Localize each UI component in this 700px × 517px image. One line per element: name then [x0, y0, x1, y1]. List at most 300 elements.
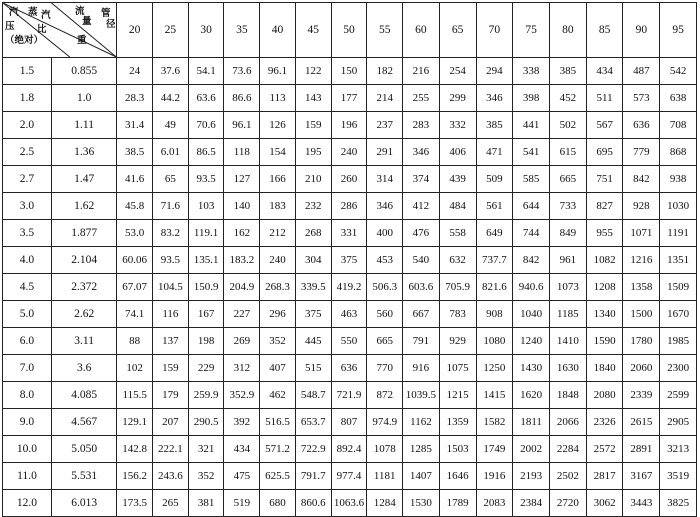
- flow-value-cell: 31.4: [117, 112, 153, 139]
- flow-value-cell: 770: [367, 355, 403, 382]
- flow-value-cell: 506.3: [367, 274, 403, 301]
- flow-value-cell: 653.7: [295, 409, 331, 436]
- specific-gravity-cell: 1.47: [51, 166, 116, 193]
- specific-gravity-cell: 0.855: [51, 58, 116, 85]
- flow-value-cell: 166: [260, 166, 296, 193]
- flow-value-cell: 1530: [403, 490, 440, 517]
- flow-value-cell: 744: [513, 220, 550, 247]
- flow-value-cell: 2615: [623, 409, 660, 436]
- flow-value-cell: 385: [549, 58, 586, 85]
- column-header: 75: [513, 3, 550, 58]
- table-row: [3, 85, 697, 112]
- flow-value-cell: 299: [439, 85, 476, 112]
- flow-value-cell: 2817: [586, 463, 623, 490]
- flow-value-cell: 143: [295, 85, 331, 112]
- flow-value-cell: 243.6: [153, 463, 189, 490]
- flow-value-cell: 519: [224, 490, 260, 517]
- flow-value-cell: 392: [224, 409, 260, 436]
- flow-value-cell: 938: [660, 166, 697, 193]
- flow-value-cell: 1191: [660, 220, 697, 247]
- flow-value-cell: 398: [513, 85, 550, 112]
- flow-value-cell: 65: [153, 166, 189, 193]
- flow-value-cell: 1358: [623, 274, 660, 301]
- specific-gravity-cell: 3.11: [51, 328, 116, 355]
- flow-value-cell: 332: [439, 112, 476, 139]
- flow-value-cell: 540: [403, 247, 440, 274]
- flow-value-cell: 260: [331, 166, 367, 193]
- flow-value-cell: 1410: [549, 328, 586, 355]
- flow-value-cell: 339.5: [295, 274, 331, 301]
- flow-value-cell: 695: [586, 139, 623, 166]
- flow-value-cell: 1811: [513, 409, 550, 436]
- flow-value-cell: 1040: [513, 301, 550, 328]
- flow-value-cell: 1916: [476, 463, 513, 490]
- flow-value-cell: 1075: [439, 355, 476, 382]
- flow-value-cell: 929: [439, 328, 476, 355]
- flow-value-cell: 516.5: [260, 409, 296, 436]
- flow-value-cell: 3519: [660, 463, 697, 490]
- specific-gravity-cell: 1.877: [51, 220, 116, 247]
- flow-value-cell: 1080: [476, 328, 513, 355]
- table-row: [3, 274, 697, 301]
- flow-value-cell: 49: [153, 112, 189, 139]
- flow-value-cell: 60.06: [117, 247, 153, 274]
- flow-value-cell: 2599: [660, 382, 697, 409]
- flow-value-cell: 665: [549, 166, 586, 193]
- flow-value-cell: 1185: [549, 301, 586, 328]
- flow-value-cell: 721.9: [331, 382, 367, 409]
- flow-value-cell: 916: [403, 355, 440, 382]
- flow-value-cell: 1503: [439, 436, 476, 463]
- flow-value-cell: 515: [295, 355, 331, 382]
- flow-value-cell: 113: [260, 85, 296, 112]
- pressure-cell: 2.0: [3, 112, 52, 139]
- flow-value-cell: 722.9: [295, 436, 331, 463]
- flow-value-cell: 2066: [549, 409, 586, 436]
- flow-value-cell: 352.9: [224, 382, 260, 409]
- flow-value-cell: 463: [331, 301, 367, 328]
- flow-value-cell: 615: [549, 139, 586, 166]
- flow-value-cell: 412: [403, 193, 440, 220]
- flow-value-cell: 419.2: [331, 274, 367, 301]
- flow-value-cell: 1162: [403, 409, 440, 436]
- flow-value-cell: 977.4: [331, 463, 367, 490]
- flow-value-cell: 400: [367, 220, 403, 247]
- column-header: 20: [117, 3, 153, 58]
- table-body: [3, 58, 697, 517]
- flow-value-cell: 3825: [660, 490, 697, 517]
- flow-value-cell: 827: [586, 193, 623, 220]
- flow-value-cell: 649: [476, 220, 513, 247]
- flow-value-cell: 560: [367, 301, 403, 328]
- flow-value-cell: 129.1: [117, 409, 153, 436]
- flow-value-cell: 2080: [586, 382, 623, 409]
- flow-value-cell: 791: [403, 328, 440, 355]
- flow-value-cell: 142.8: [117, 436, 153, 463]
- pressure-cell: 2.5: [3, 139, 52, 166]
- pressure-cell: 6.0: [3, 328, 52, 355]
- column-header: 25: [153, 3, 189, 58]
- flow-value-cell: 868: [660, 139, 697, 166]
- corner-header-cell: [3, 3, 117, 58]
- flow-value-cell: 502: [549, 112, 586, 139]
- column-header: 95: [660, 3, 697, 58]
- flow-value-cell: 680: [260, 490, 296, 517]
- flow-value-cell: 406: [439, 139, 476, 166]
- flow-value-cell: 3062: [586, 490, 623, 517]
- flow-value-cell: 1985: [660, 328, 697, 355]
- pressure-cell: 7.0: [3, 355, 52, 382]
- flow-value-cell: 842: [513, 247, 550, 274]
- flow-value-cell: 2339: [623, 382, 660, 409]
- table-row: [3, 382, 697, 409]
- flow-value-cell: 331: [331, 220, 367, 247]
- flow-value-cell: 314: [367, 166, 403, 193]
- column-header: 40: [260, 3, 296, 58]
- flow-value-cell: 872: [367, 382, 403, 409]
- table-row: [3, 247, 697, 274]
- flow-value-cell: 385: [476, 112, 513, 139]
- flow-value-cell: 159: [295, 112, 331, 139]
- flow-value-cell: 159: [153, 355, 189, 382]
- specific-gravity-cell: 1.11: [51, 112, 116, 139]
- flow-value-cell: 154: [260, 139, 296, 166]
- flow-value-cell: 1789: [439, 490, 476, 517]
- flow-value-cell: 3213: [660, 436, 697, 463]
- flow-value-cell: 2384: [513, 490, 550, 517]
- flow-value-cell: 44.2: [153, 85, 189, 112]
- flow-value-cell: 638: [660, 85, 697, 112]
- column-header: 80: [549, 3, 586, 58]
- flow-value-cell: 558: [439, 220, 476, 247]
- flow-value-cell: 548.7: [295, 382, 331, 409]
- corner-pipe-diameter-text: 径: [106, 19, 116, 30]
- flow-value-cell: 407: [260, 355, 296, 382]
- flow-value-cell: 86.6: [224, 85, 260, 112]
- flow-value-cell: 625.5: [260, 463, 296, 490]
- flow-value-cell: 137: [153, 328, 189, 355]
- flow-value-cell: 1078: [367, 436, 403, 463]
- corner-specific-gravity-text: 重: [77, 35, 87, 46]
- flow-value-cell: 304: [295, 247, 331, 274]
- flow-value-cell: 214: [367, 85, 403, 112]
- flow-value-cell: 1630: [549, 355, 586, 382]
- flow-value-cell: 737.7: [476, 247, 513, 274]
- flow-value-cell: 45.8: [117, 193, 153, 220]
- column-header: 30: [188, 3, 224, 58]
- flow-value-cell: 2720: [549, 490, 586, 517]
- flow-value-cell: 1073: [549, 274, 586, 301]
- flow-value-cell: 542: [660, 58, 697, 85]
- flow-value-cell: 1500: [623, 301, 660, 328]
- flow-value-cell: 2905: [660, 409, 697, 436]
- flow-value-cell: 541: [513, 139, 550, 166]
- flow-value-cell: 346: [367, 193, 403, 220]
- flow-value-cell: 259.9: [188, 382, 224, 409]
- flow-value-cell: 1215: [439, 382, 476, 409]
- flow-value-cell: 441: [513, 112, 550, 139]
- pressure-cell: 8.0: [3, 382, 52, 409]
- flow-value-cell: 116: [153, 301, 189, 328]
- flow-value-cell: 636: [331, 355, 367, 382]
- flow-value-cell: 222.1: [153, 436, 189, 463]
- flow-value-cell: 1181: [367, 463, 403, 490]
- flow-value-cell: 374: [403, 166, 440, 193]
- flow-value-cell: 312: [224, 355, 260, 382]
- flow-value-cell: 3167: [623, 463, 660, 490]
- flow-value-cell: 842: [623, 166, 660, 193]
- flow-value-cell: 434: [586, 58, 623, 85]
- flow-value-cell: 2502: [549, 463, 586, 490]
- flow-value-cell: 439: [439, 166, 476, 193]
- flow-value-cell: 1039.5: [403, 382, 440, 409]
- steam-flow-table: [2, 2, 697, 517]
- flow-value-cell: 346: [403, 139, 440, 166]
- flow-value-cell: 74.1: [117, 301, 153, 328]
- flow-value-cell: 104.5: [153, 274, 189, 301]
- flow-value-cell: 550: [331, 328, 367, 355]
- flow-value-cell: 1840: [586, 355, 623, 382]
- flow-value-cell: 381: [188, 490, 224, 517]
- flow-value-cell: 1582: [476, 409, 513, 436]
- specific-gravity-cell: 5.531: [51, 463, 116, 490]
- flow-value-cell: 346: [476, 85, 513, 112]
- specific-gravity-cell: 1.62: [51, 193, 116, 220]
- pressure-cell: 3.0: [3, 193, 52, 220]
- column-header: 65: [439, 3, 476, 58]
- flow-value-cell: 286: [331, 193, 367, 220]
- flow-value-cell: 3443: [623, 490, 660, 517]
- flow-value-cell: 150: [331, 58, 367, 85]
- flow-value-cell: 216: [403, 58, 440, 85]
- pressure-cell: 9.0: [3, 409, 52, 436]
- flow-value-cell: 561: [476, 193, 513, 220]
- flow-value-cell: 296: [260, 301, 296, 328]
- flow-value-cell: 1430: [513, 355, 550, 382]
- flow-value-cell: 2891: [623, 436, 660, 463]
- flow-value-cell: 375: [331, 247, 367, 274]
- flow-value-cell: 1216: [623, 247, 660, 274]
- flow-value-cell: 476: [403, 220, 440, 247]
- flow-value-cell: 207: [153, 409, 189, 436]
- flow-value-cell: 6.01: [153, 139, 189, 166]
- flow-value-cell: 961: [549, 247, 586, 274]
- flow-value-cell: 1670: [660, 301, 697, 328]
- flow-value-cell: 2572: [586, 436, 623, 463]
- flow-value-cell: 167: [188, 301, 224, 328]
- specific-gravity-cell: 1.36: [51, 139, 116, 166]
- flow-value-cell: 210: [295, 166, 331, 193]
- flow-value-cell: 636: [623, 112, 660, 139]
- flow-value-cell: 453: [367, 247, 403, 274]
- flow-value-cell: 567: [586, 112, 623, 139]
- flow-value-cell: 54.1: [188, 58, 224, 85]
- table-row: [3, 490, 697, 517]
- flow-value-cell: 196: [331, 112, 367, 139]
- flow-value-cell: 255: [403, 85, 440, 112]
- flow-value-cell: 352: [260, 328, 296, 355]
- flow-value-cell: 183.2: [224, 247, 260, 274]
- flow-value-cell: 70.6: [188, 112, 224, 139]
- flow-value-cell: 118: [224, 139, 260, 166]
- flow-value-cell: 708: [660, 112, 697, 139]
- flow-value-cell: 860.6: [295, 490, 331, 517]
- flow-value-cell: 290.5: [188, 409, 224, 436]
- flow-value-cell: 1071: [623, 220, 660, 247]
- flow-value-cell: 1063.6: [331, 490, 367, 517]
- specific-gravity-cell: 2.62: [51, 301, 116, 328]
- table-row: [3, 166, 697, 193]
- flow-value-cell: 115.5: [117, 382, 153, 409]
- pressure-cell: 4.5: [3, 274, 52, 301]
- flow-value-cell: 38.5: [117, 139, 153, 166]
- flow-value-cell: 198: [188, 328, 224, 355]
- flow-value-cell: 2284: [549, 436, 586, 463]
- flow-value-cell: 291: [367, 139, 403, 166]
- column-header: 55: [367, 3, 403, 58]
- pressure-cell: 5.0: [3, 301, 52, 328]
- column-header: 90: [623, 3, 660, 58]
- flow-value-cell: 96.1: [224, 112, 260, 139]
- flow-value-cell: 237: [367, 112, 403, 139]
- flow-value-cell: 1780: [623, 328, 660, 355]
- flow-value-cell: 173.5: [117, 490, 153, 517]
- flow-value-cell: 268.3: [260, 274, 296, 301]
- flow-value-cell: 571.2: [260, 436, 296, 463]
- flow-value-cell: 462: [260, 382, 296, 409]
- flow-value-cell: 352: [188, 463, 224, 490]
- specific-gravity-cell: 2.372: [51, 274, 116, 301]
- flow-value-cell: 240: [260, 247, 296, 274]
- flow-value-cell: 179: [153, 382, 189, 409]
- flow-value-cell: 603.6: [403, 274, 440, 301]
- table-row: [3, 220, 697, 247]
- flow-value-cell: 471: [476, 139, 513, 166]
- flow-value-cell: 294: [476, 58, 513, 85]
- flow-value-cell: 849: [549, 220, 586, 247]
- corner-pressure-text: 压: [5, 21, 15, 32]
- pressure-cell: 10.0: [3, 436, 52, 463]
- flow-value-cell: 2083: [476, 490, 513, 517]
- flow-value-cell: 940.6: [513, 274, 550, 301]
- corner-pressure-text: （绝对）: [5, 35, 44, 46]
- flow-value-cell: 667: [403, 301, 440, 328]
- table-row: [3, 112, 697, 139]
- flow-value-cell: 93.5: [153, 247, 189, 274]
- corner-flow-text: 流: [75, 6, 85, 17]
- flow-value-cell: 73.6: [224, 58, 260, 85]
- flow-value-cell: 182: [367, 58, 403, 85]
- flow-value-cell: 41.6: [117, 166, 153, 193]
- flow-value-cell: 1646: [439, 463, 476, 490]
- flow-value-cell: 63.6: [188, 85, 224, 112]
- flow-value-cell: 195: [295, 139, 331, 166]
- flow-value-cell: 204.9: [224, 274, 260, 301]
- flow-value-cell: 665: [367, 328, 403, 355]
- specific-gravity-cell: 1.0: [51, 85, 116, 112]
- column-header: 45: [295, 3, 331, 58]
- header-row: [3, 3, 697, 58]
- flow-value-cell: 86.5: [188, 139, 224, 166]
- pressure-cell: 4.0: [3, 247, 52, 274]
- corner-specific-gravity-text: 汽: [41, 10, 51, 21]
- table-row: [3, 355, 697, 382]
- flow-value-cell: 268: [295, 220, 331, 247]
- flow-value-cell: 83.2: [153, 220, 189, 247]
- corner-flow-text: 量: [82, 16, 92, 27]
- flow-value-cell: 1082: [586, 247, 623, 274]
- flow-value-cell: 821.6: [476, 274, 513, 301]
- table-row: [3, 328, 697, 355]
- flow-value-cell: 1407: [403, 463, 440, 490]
- flow-value-cell: 283: [403, 112, 440, 139]
- flow-value-cell: 156.2: [117, 463, 153, 490]
- flow-value-cell: 67.07: [117, 274, 153, 301]
- flow-value-cell: 265: [153, 490, 189, 517]
- flow-value-cell: 126: [260, 112, 296, 139]
- flow-value-cell: 1415: [476, 382, 513, 409]
- flow-value-cell: 71.6: [153, 193, 189, 220]
- flow-value-cell: 119.1: [188, 220, 224, 247]
- flow-value-cell: 1340: [586, 301, 623, 328]
- flow-value-cell: 445: [295, 328, 331, 355]
- table-row: [3, 58, 697, 85]
- flow-value-cell: 1284: [367, 490, 403, 517]
- flow-value-cell: 1749: [476, 436, 513, 463]
- flow-value-cell: 791.7: [295, 463, 331, 490]
- table-row: [3, 193, 697, 220]
- table-row: [3, 301, 697, 328]
- flow-value-cell: 177: [331, 85, 367, 112]
- pressure-cell: 2.7: [3, 166, 52, 193]
- flow-value-cell: 705.9: [439, 274, 476, 301]
- flow-value-cell: 783: [439, 301, 476, 328]
- flow-value-cell: 227: [224, 301, 260, 328]
- flow-value-cell: 135.1: [188, 247, 224, 274]
- table-row: [3, 463, 697, 490]
- flow-value-cell: 892.4: [331, 436, 367, 463]
- flow-value-cell: 511: [586, 85, 623, 112]
- specific-gravity-cell: 4.085: [51, 382, 116, 409]
- table-row: [3, 139, 697, 166]
- flow-value-cell: 487: [623, 58, 660, 85]
- flow-value-cell: 150.9: [188, 274, 224, 301]
- pressure-cell: 3.5: [3, 220, 52, 247]
- flow-value-cell: 232: [295, 193, 331, 220]
- flow-value-cell: 1620: [513, 382, 550, 409]
- flow-value-cell: 321: [188, 436, 224, 463]
- flow-value-cell: 254: [439, 58, 476, 85]
- flow-value-cell: 585: [513, 166, 550, 193]
- specific-gravity-cell: 2.104: [51, 247, 116, 274]
- flow-value-cell: 1590: [586, 328, 623, 355]
- flow-value-cell: 751: [586, 166, 623, 193]
- flow-value-cell: 779: [623, 139, 660, 166]
- flow-value-cell: 240: [331, 139, 367, 166]
- flow-value-cell: 2300: [660, 355, 697, 382]
- flow-value-cell: 1351: [660, 247, 697, 274]
- flow-value-cell: 37.6: [153, 58, 189, 85]
- flow-value-cell: 375: [295, 301, 331, 328]
- flow-value-cell: 2326: [586, 409, 623, 436]
- column-header: 50: [331, 3, 367, 58]
- flow-value-cell: 338: [513, 58, 550, 85]
- flow-value-cell: 53.0: [117, 220, 153, 247]
- flow-value-cell: 122: [295, 58, 331, 85]
- flow-value-cell: 644: [513, 193, 550, 220]
- corner-pressure-text: 汽 蒸: [9, 7, 38, 18]
- flow-value-cell: 140: [224, 193, 260, 220]
